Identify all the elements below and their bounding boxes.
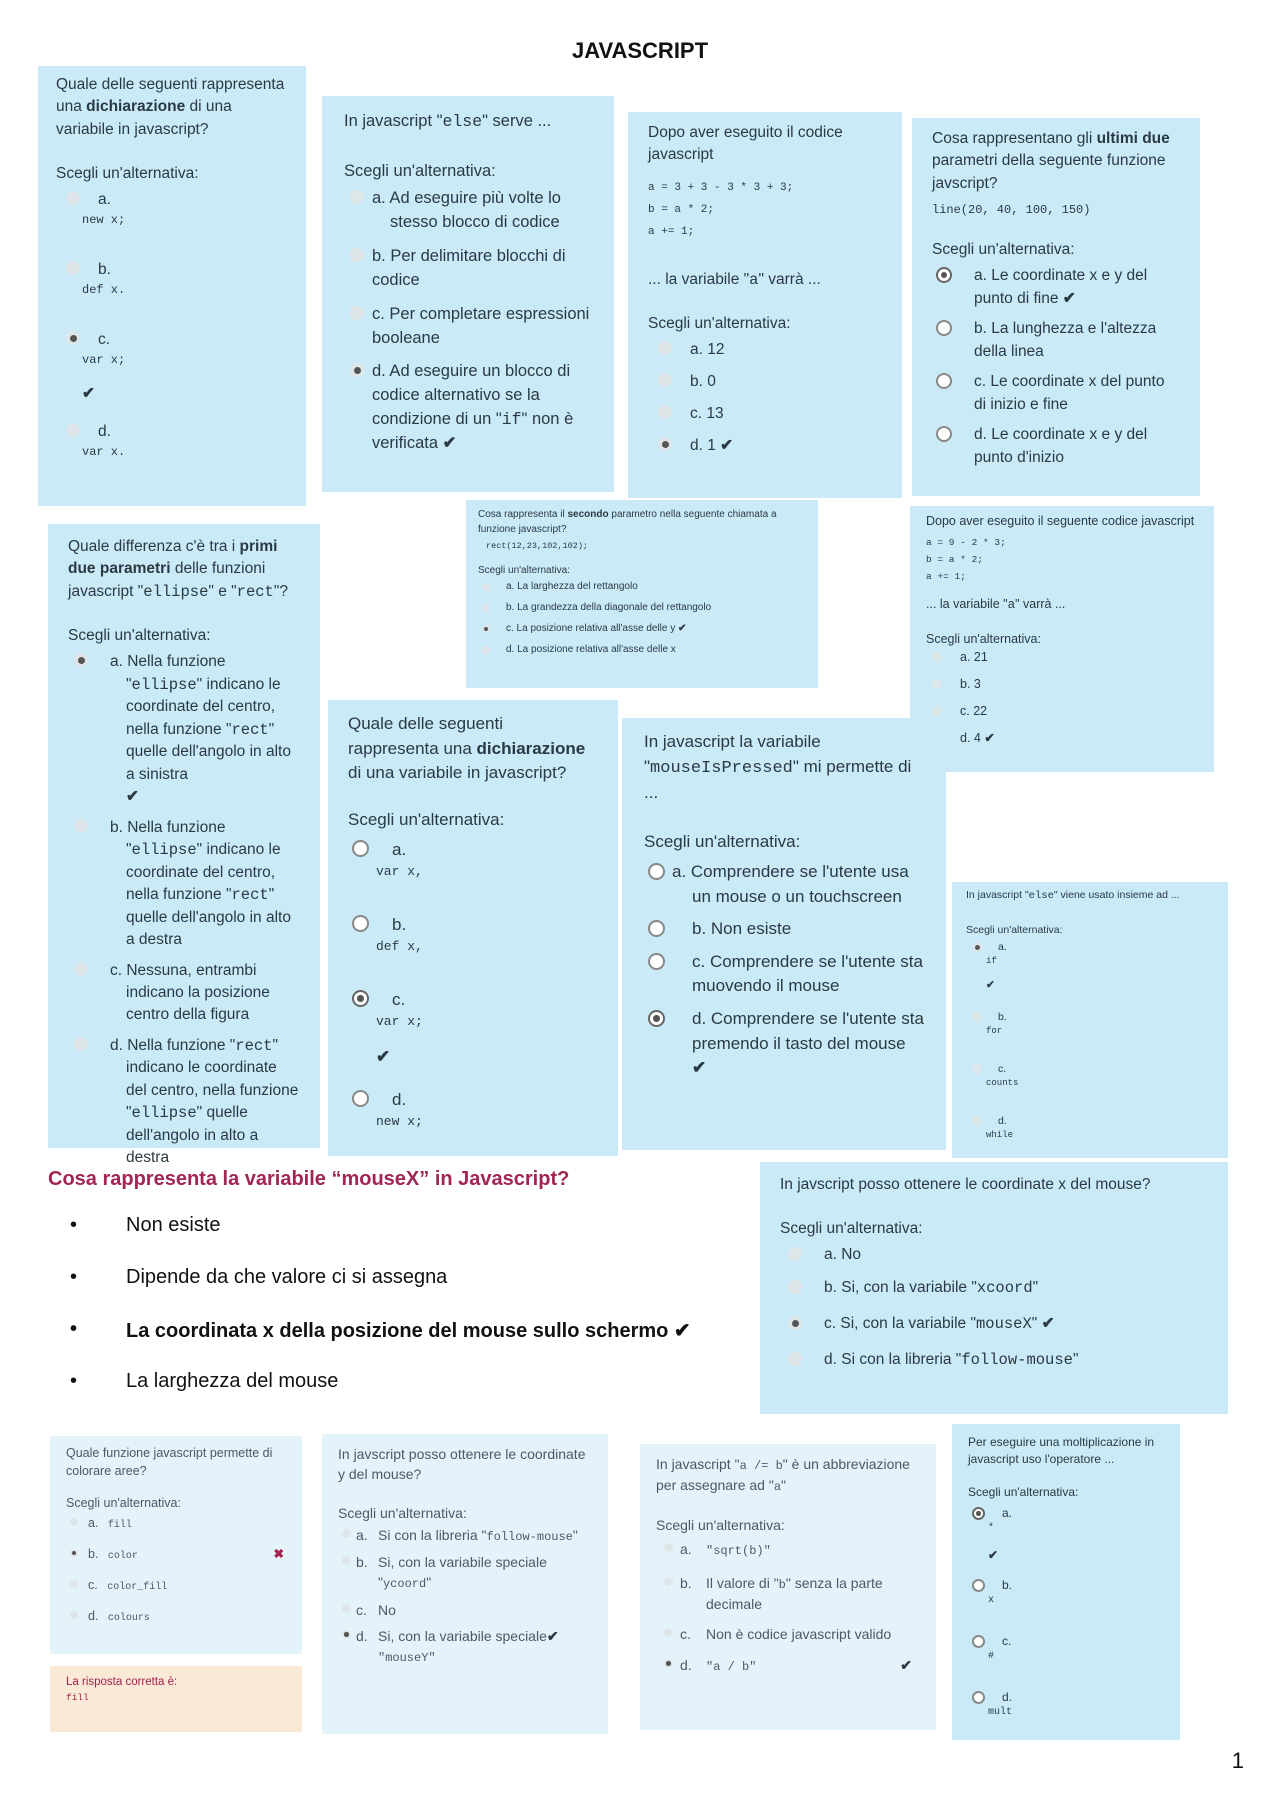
option-a[interactable]: a. Si con la libreria "follow-mouse"	[338, 1525, 592, 1546]
choose-label: Scegli un'alternativa:	[648, 315, 791, 333]
option-b[interactable]: b. color ✖	[66, 1545, 286, 1576]
option-b[interactable]: b. def x.	[56, 259, 288, 329]
radio-icon[interactable]	[788, 1280, 802, 1294]
checkmark-icon: ✔	[82, 385, 95, 403]
choose-label: Scegli un'alternativa:	[932, 241, 1075, 259]
option-b[interactable]: b. Non esiste	[644, 917, 924, 942]
option-d[interactable]: d. Ad eseguire un blocco di codice alternativo se la condizione di un "if" non è verificata ✔	[344, 360, 592, 456]
option-c[interactable]: c. var x; ✔	[56, 329, 288, 421]
question-card-code-2	[910, 506, 1214, 772]
checkmark-icon: ✔	[986, 979, 995, 992]
radio-icon[interactable]	[342, 1529, 351, 1538]
radio-icon[interactable]	[972, 1012, 982, 1022]
question-card-declaration-1	[38, 66, 306, 506]
radio-icon[interactable]	[342, 1556, 351, 1565]
checkmark-icon: ✔	[984, 731, 995, 746]
choose-label: Scegli un'alternativa:	[478, 565, 570, 576]
option-c[interactable]: c. 13	[648, 403, 882, 435]
option-a[interactable]: a. La larghezza del rettangolo	[478, 580, 806, 601]
choose-label: Scegli un'alternativa:	[656, 1516, 785, 1533]
checkmark-icon: ✔	[720, 437, 734, 455]
list-item: • Non esiste	[70, 1214, 691, 1266]
radio-selected-icon[interactable]	[664, 1659, 673, 1668]
radio-selected-icon[interactable]	[74, 653, 88, 667]
option-d[interactable]: d. 1 ✔	[648, 435, 882, 467]
choose-label: Scegli un'alternativa:	[926, 632, 1041, 647]
option-d[interactable]: d. Nella funzione "rect" indicano le coordinate del centro, nella funzione "ellipse" quelle dell'angolo in alto a destra	[68, 1035, 300, 1170]
mousex-question-title: Cosa rappresenta la variabile “mouseX” in Javascript?	[48, 1168, 570, 1190]
option-d[interactable]: d. new x;	[348, 1088, 598, 1148]
option-a[interactable]: a. Le coordinate x e y del punto di fine ✔	[932, 265, 1180, 310]
option-b[interactable]: b. La grandezza della diagonale del rettangolo	[478, 601, 806, 622]
option-a[interactable]: a. Comprendere se l'utente usa un mouse o un touchscreen	[644, 860, 924, 909]
question-card-ellipse-rect	[48, 524, 320, 1167]
option-d[interactable]: d. while	[966, 1114, 1214, 1154]
radio-icon[interactable]	[932, 706, 942, 716]
radio-icon[interactable]	[342, 1604, 351, 1613]
radio-icon[interactable]	[936, 426, 952, 442]
choose-label: Scegli un'alternativa:	[344, 161, 496, 180]
option-a[interactable]: a. Nella funzione "ellipse" indicano le coordinate del centro, nella funzione "rect" quelle dell'angolo in alto a sinistra ✔	[68, 651, 300, 808]
radio-icon[interactable]	[350, 248, 364, 262]
radio-icon[interactable]	[658, 405, 672, 419]
option-b[interactable]: b. 3	[926, 675, 1198, 702]
question-card-divide-assign	[640, 1444, 936, 1730]
radio-icon[interactable]	[74, 1037, 88, 1051]
checkmark-icon: ✔	[1062, 289, 1076, 307]
radio-icon[interactable]	[648, 863, 665, 880]
radio-icon[interactable]	[972, 1635, 985, 1648]
option-b[interactable]: b. Si, con la variabile speciale "ycoord"	[338, 1552, 592, 1594]
radio-icon[interactable]	[74, 962, 88, 976]
question-card-mouse-x	[760, 1162, 1228, 1414]
question-text: Quale differenza c'è tra i primi due parametri delle funzioni javascript "ellipse" e "rect"?	[68, 538, 288, 601]
option-c[interactable]: c. 22	[926, 702, 1198, 729]
question-text-2: ... la variabile "a" varrà ...	[926, 597, 1066, 613]
question-text: Cosa rappresentano gli ultimi due parametri della seguente funzione javscript?	[932, 130, 1170, 192]
radio-selected-icon[interactable]	[70, 1549, 78, 1557]
radio-selected-icon[interactable]	[342, 1630, 351, 1639]
question-card-code-1	[628, 112, 902, 498]
option-c[interactable]: c. var x; ✔	[348, 988, 598, 1088]
radio-icon[interactable]	[972, 1579, 985, 1592]
mousex-answer-list	[70, 1214, 691, 1422]
option-a[interactable]: a. new x;	[56, 189, 288, 259]
option-a[interactable]: a. var x,	[348, 838, 598, 913]
checkmark-icon: ✔	[692, 1058, 707, 1078]
checkmark-icon: ✔	[988, 1547, 999, 1562]
radio-selected-icon[interactable]	[936, 267, 952, 283]
question-card-else-with	[952, 882, 1228, 1158]
question-card-line-params	[912, 118, 1200, 496]
option-b[interactable]: b. Nella funzione "ellipse" indicano le coordinate del centro, nella funzione "rect" quelle dell'angolo in alto a destra	[68, 817, 300, 952]
question-text: Dopo aver eseguito il seguente codice javascript	[926, 514, 1195, 528]
checkmark-icon: ✔	[442, 434, 457, 453]
question-card-fill	[50, 1436, 302, 1654]
radio-icon[interactable]	[972, 1116, 982, 1126]
choose-label: Scegli un'alternativa:	[348, 809, 505, 829]
radio-selected-icon[interactable]	[658, 437, 672, 451]
radio-icon[interactable]	[658, 373, 672, 387]
checkmark-icon: ✔	[900, 1656, 912, 1673]
option-b[interactable]: b. La lunghezza e l'altezza della linea	[932, 318, 1180, 363]
radio-icon[interactable]	[664, 1543, 673, 1552]
code-block: a = 9 - 2 * 3; b = a * 2; a += 1;	[926, 537, 1006, 583]
option-d[interactable]: d. Comprendere se l'utente sta premendo il tasto del mouse ✔	[644, 1007, 924, 1081]
question-card-declaration-2	[328, 700, 618, 1156]
question-text: Quale delle seguenti rappresenta una dichiarazione di una variabile in javascript?	[56, 76, 285, 138]
radio-selected-icon[interactable]	[352, 990, 369, 1007]
radio-selected-icon[interactable]	[972, 1507, 985, 1520]
option-c[interactable]: c. Le coordinate x del punto di inizio e fine	[932, 371, 1180, 416]
question-card-mouseispressed	[622, 718, 946, 1150]
option-a[interactable]: a. if ✔	[966, 940, 1214, 1010]
list-item: • Dipende da che valore ci si assegna	[70, 1266, 691, 1318]
radio-icon[interactable]	[648, 920, 665, 937]
option-d[interactable]: d. Si con la libreria "follow-mouse"	[780, 1349, 1208, 1382]
radio-icon[interactable]	[648, 953, 665, 970]
radio-icon[interactable]	[70, 1611, 78, 1619]
question-card-rect-second-param	[466, 500, 818, 688]
option-c[interactable]: c. Non è codice javascript valido	[656, 1624, 920, 1644]
radio-icon[interactable]	[972, 1691, 985, 1704]
option-c[interactable]: c. Si, con la variabile "mouseX" ✔	[780, 1313, 1208, 1349]
radio-icon[interactable]	[482, 583, 490, 591]
option-a[interactable]: a. "sqrt(b)"	[656, 1539, 920, 1573]
option-c[interactable]: c. color_fill	[66, 1576, 286, 1607]
radio-icon[interactable]	[658, 341, 672, 355]
option-a[interactable]: a. 21	[926, 648, 1198, 675]
option-d[interactable]: d. Si, con la variabile speciale✔ "mouseY"	[338, 1626, 592, 1668]
list-item: • La larghezza del mouse	[70, 1370, 691, 1422]
option-c[interactable]: c. Nessuna, entrambi indicano la posizione centro della figura	[68, 960, 300, 1027]
radio-icon[interactable]	[482, 646, 490, 654]
choose-label: Scegli un'alternativa:	[968, 1484, 1079, 1499]
option-c[interactable]: c. Per completare espressioni booleane	[344, 303, 592, 351]
checkmark-icon: ✔	[1041, 1315, 1055, 1333]
page-title: JAVASCRIPT	[571, 38, 709, 63]
radio-icon[interactable]	[74, 819, 88, 833]
list-item: • La coordinata x della posizione del mouse sullo schermo ✔	[70, 1318, 691, 1370]
correct-answer-value: fill	[66, 1692, 89, 1703]
choose-label: Scegli un'alternativa:	[338, 1504, 467, 1521]
question-text: In javascript "else" viene usato insieme ad ...	[966, 889, 1180, 902]
option-b[interactable]: b. Per delimitare blocchi di codice	[344, 245, 592, 293]
question-text: Dopo aver eseguito il codice javascript	[648, 124, 843, 164]
radio-icon[interactable]	[66, 423, 80, 437]
option-c[interactable]: c. #	[968, 1633, 1164, 1689]
question-text-2: ... la variabile "a" varrà ...	[648, 270, 821, 289]
option-b[interactable]: b. def x,	[348, 913, 598, 988]
option-d[interactable]: d. "a / b" ✔	[656, 1655, 920, 1676]
radio-selected-icon[interactable]	[788, 1316, 802, 1330]
question-text: In javascript "else" serve ...	[344, 112, 552, 131]
code-snippet: line(20, 40, 100, 150)	[932, 203, 1091, 218]
checkmark-icon: ✔	[126, 788, 139, 806]
radio-icon[interactable]	[788, 1352, 802, 1366]
option-d[interactable]: d. La posizione relativa all'asse delle x	[478, 643, 806, 664]
option-c[interactable]: c. counts	[966, 1062, 1214, 1114]
option-c[interactable]: c. La posizione relativa all'asse delle y ✔	[478, 622, 806, 643]
radio-icon[interactable]	[664, 1577, 673, 1586]
option-d[interactable]: d. colours	[66, 1607, 286, 1638]
code-snippet: rect(12,23,102,102);	[486, 541, 589, 551]
correct-answer-box	[50, 1666, 302, 1732]
choose-label: Scegli un'alternativa:	[66, 1496, 181, 1511]
question-text: Per eseguire una moltiplicazione in javascript uso l'operatore ...	[968, 1435, 1155, 1467]
option-c[interactable]: c. No	[338, 1600, 592, 1620]
checkmark-icon: ✔	[546, 1627, 559, 1644]
correct-answer-label: La risposta corretta è:	[66, 1676, 178, 1688]
option-d[interactable]: d. 4 ✔	[926, 729, 1198, 756]
option-b[interactable]: b. Si, con la variabile "xcoord"	[780, 1277, 1208, 1313]
checkmark-icon: ✔	[376, 1047, 391, 1067]
radio-icon[interactable]	[932, 679, 942, 689]
question-text: In javascript "a /= b" è un abbreviazione per assegnare ad "a"	[656, 1456, 910, 1495]
question-text: In javascript la variabile "mouseIsPressed" mi permette di ...	[644, 732, 912, 803]
radio-icon[interactable]	[352, 915, 369, 932]
choose-label: Scegli un'alternativa:	[56, 165, 199, 183]
radio-icon[interactable]	[70, 1580, 78, 1588]
radio-icon[interactable]	[936, 320, 952, 336]
option-a[interactable]: a. No	[780, 1244, 1208, 1277]
option-b[interactable]: b. x	[968, 1577, 1164, 1633]
radio-icon[interactable]	[482, 604, 490, 612]
option-d[interactable]: d. mult	[968, 1689, 1164, 1729]
choose-label: Scegli un'alternativa:	[644, 831, 801, 851]
option-d[interactable]: d. var x.	[56, 421, 288, 471]
choose-label: Scegli un'alternativa:	[780, 1220, 923, 1238]
radio-selected-icon[interactable]	[482, 625, 490, 633]
radio-icon[interactable]	[350, 306, 364, 320]
radio-icon[interactable]	[350, 190, 364, 204]
question-card-mouse-y	[322, 1434, 608, 1734]
question-card-else	[322, 96, 614, 492]
option-b[interactable]: b. Il valore di "b" senza la parte decimale	[656, 1573, 920, 1615]
radio-icon[interactable]	[70, 1518, 78, 1526]
radio-icon[interactable]	[352, 1090, 369, 1107]
page-number: 1	[1231, 1748, 1244, 1773]
radio-selected-icon[interactable]	[350, 363, 364, 377]
radio-icon[interactable]	[66, 191, 80, 205]
radio-icon[interactable]	[932, 652, 942, 662]
option-a[interactable]: a. Ad eseguire più volte lo stesso blocco di codice	[344, 187, 592, 235]
option-a[interactable]: a. 12	[648, 339, 882, 371]
option-a[interactable]: a. fill	[66, 1514, 286, 1545]
code-block: a = 3 + 3 - 3 * 3 + 3; b = a * 2; a += 1;	[648, 181, 794, 238]
radio-icon[interactable]	[936, 373, 952, 389]
radio-icon[interactable]	[352, 840, 369, 857]
choose-label: Scegli un'alternativa:	[68, 627, 211, 645]
question-text: In javscript posso ottenere le coordinate y del mouse?	[338, 1446, 586, 1483]
radio-icon[interactable]	[664, 1628, 673, 1637]
option-c[interactable]: c. Comprendere se l'utente sta muovendo il mouse	[644, 950, 924, 999]
choose-label: Scegli un'alternativa:	[966, 924, 1063, 937]
option-d[interactable]: d. Le coordinate x e y del punto d'inizio	[932, 424, 1180, 469]
cross-icon: ✖	[273, 1547, 284, 1562]
option-b[interactable]: b. 0	[648, 371, 882, 403]
question-text: Quale delle seguenti rappresenta una dichiarazione di una variabile in javascript?	[348, 714, 586, 783]
question-card-multiply	[952, 1424, 1180, 1740]
radio-icon[interactable]	[788, 1247, 802, 1261]
radio-icon[interactable]	[66, 261, 80, 275]
radio-selected-icon[interactable]	[66, 331, 80, 345]
checkmark-icon: ✔	[678, 623, 687, 634]
radio-selected-icon[interactable]	[648, 1010, 665, 1027]
radio-icon[interactable]	[972, 1064, 982, 1074]
question-text: In javscript posso ottenere le coordinate x del mouse?	[780, 1176, 1151, 1193]
radio-selected-icon[interactable]	[972, 942, 982, 952]
question-text: Cosa rappresenta il secondo parametro nella seguente chiamata a funzione javascript?	[478, 509, 777, 535]
option-b[interactable]: b. for	[966, 1010, 1214, 1062]
option-a[interactable]: a. * ✔	[968, 1505, 1164, 1577]
question-text: Quale funzione javascript permette di colorare aree?	[66, 1446, 273, 1479]
